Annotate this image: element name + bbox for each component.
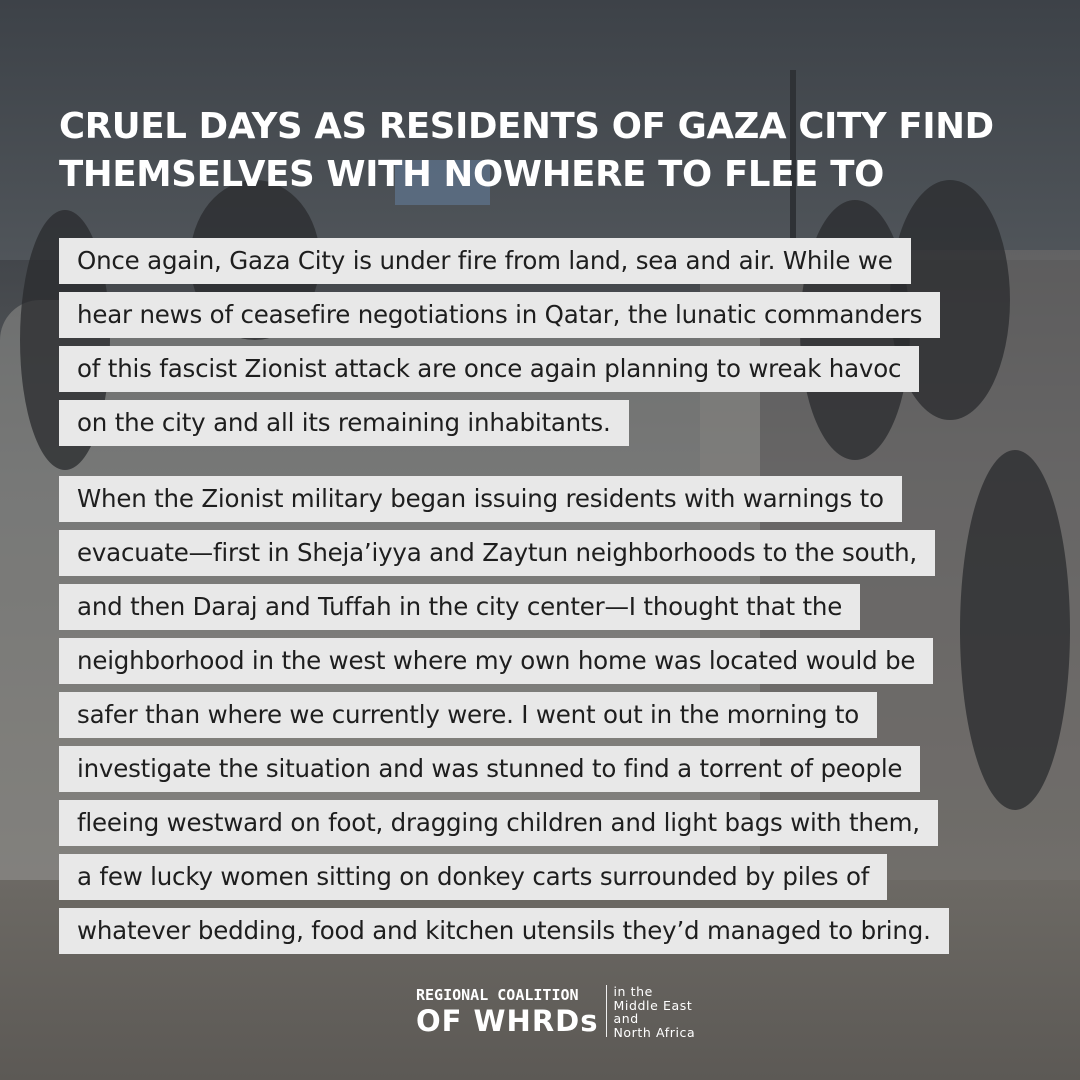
headline-line-1: CRUEL DAYS AS RESIDENTS OF GAZA CITY FIND	[59, 106, 994, 147]
logo-region-line: and	[613, 1011, 639, 1026]
logo-wordmark	[416, 985, 598, 1037]
logo-region	[613, 985, 695, 1039]
logo-line-1: REGIONAL COALITION	[416, 986, 579, 1004]
logo-divider	[606, 985, 607, 1037]
text-line: a few lucky women sitting on donkey carts surrounded by piles of	[59, 854, 887, 900]
organization-logo	[416, 985, 695, 1045]
text-line: fleeing westward on foot, dragging children and light bags with them,	[59, 800, 938, 846]
headline	[59, 103, 1029, 199]
logo-region-line: North Africa	[613, 1024, 696, 1040]
logo-region-line: Middle East	[613, 997, 693, 1013]
text-line: neighborhood in the west where my own home was located would be	[59, 638, 933, 684]
text-line: and then Daraj and Tuffah in the city center—I thought that the	[59, 584, 860, 630]
text-line: whatever bedding, food and kitchen utensils they’d managed to bring.	[59, 908, 949, 954]
logo-line-2: OF WHRDs	[416, 1004, 599, 1038]
text-line: on the city and all its remaining inhabitants.	[59, 400, 629, 446]
text-line: investigate the situation and was stunned to find a torrent of people	[59, 746, 920, 792]
text-line: safer than where we currently were. I went out in the morning to	[59, 692, 877, 738]
text-line: Once again, Gaza City is under fire from land, sea and air. While we	[59, 238, 911, 284]
paragraph-1	[59, 238, 1039, 454]
logo-region-line: in the	[613, 984, 653, 999]
text-line: When the Zionist military began issuing residents with warnings to	[59, 476, 902, 522]
paragraph-2	[59, 476, 1039, 962]
text-line: hear news of ceasefire negotiations in Qatar, the lunatic commanders	[59, 292, 940, 338]
text-line: of this fascist Zionist attack are once again planning to wreak havoc	[59, 346, 919, 392]
text-line: evacuate—first in Sheja’iyya and Zaytun neighborhoods to the south,	[59, 530, 935, 576]
headline-line-2: THEMSELVES WITH NOWHERE TO FLEE TO	[59, 154, 884, 195]
